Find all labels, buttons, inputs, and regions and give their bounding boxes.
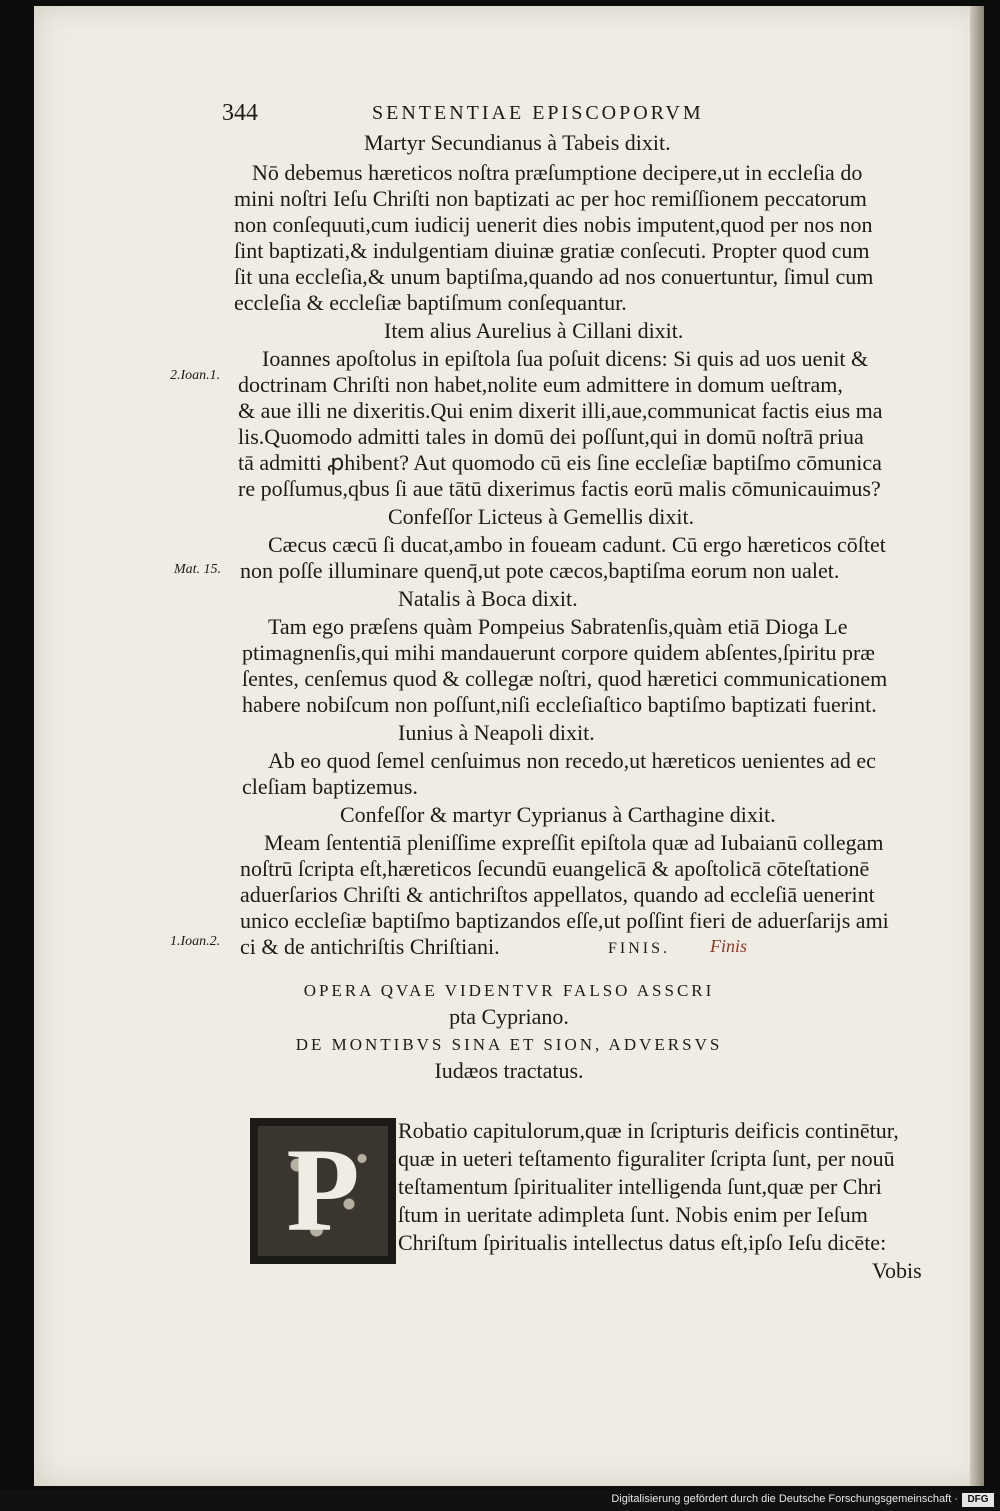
text-line: ptimagnenſis,qui mihi mandauerunt corpore quidem abſentes,ſpiritu præ bbox=[242, 640, 875, 665]
text-line: aduerſarios Chriſti & antichriſtos appellatos, quando ad eccleſiā uenerint bbox=[240, 882, 875, 907]
text-line: Meam ſententiā pleniſſime expreſſit epiſtola quæ ad Iubaianū collegam bbox=[264, 830, 884, 855]
section-heading-line2: pta Cypriano. bbox=[449, 1004, 569, 1029]
section-heading-line1: OPERA QVAE VIDENTVR FALSO ASSCRI bbox=[303, 981, 715, 1000]
text-line: non conſequuti,cum iudicij uenerit dies nobis imputent,quod per nos non bbox=[234, 212, 873, 237]
speaker-heading: Item alius Aurelius à Cillani dixit. bbox=[384, 318, 684, 343]
text-line: Ioannes apoſtolus in epiſtola ſua poſuit dicens: Si quis ad uos uenit & bbox=[262, 346, 869, 371]
speaker-heading: Martyr Secundianus à Tabeis dixit. bbox=[364, 130, 671, 155]
text-line: noſtrū ſcripta eſt,hæreticos ſecundū euangelicā & apoſtolicā cōteſtationē bbox=[240, 856, 870, 881]
text-line: eccleſia & eccleſiæ baptiſmum conſequantur. bbox=[234, 290, 627, 315]
funding-note: Digitalisierung gefördert durch die Deutsche Forschungsgemeinschaft · bbox=[611, 1493, 958, 1505]
text-line: lis.Quomodo admitti tales in domū dei poſſunt,qui in domū noſtrā priua bbox=[238, 424, 864, 449]
text-line: ſit una eccleſia,& unum baptiſma,quando ad nos conuertuntur, ſimul cum bbox=[234, 264, 874, 289]
treatise-heading-line1: DE MONTIBVS SINA ET SION, ADVERSVS bbox=[295, 1035, 723, 1054]
treatise-line: ſtum in ueritate adimpleta ſunt. Nobis enim per Ieſum bbox=[398, 1202, 868, 1227]
book-page bbox=[34, 6, 984, 1486]
treatise-line: Robatio capitulorum,quæ in ſcripturis deificis continētur, bbox=[398, 1118, 899, 1143]
margin-note: 1.Ioan.2. bbox=[170, 934, 221, 949]
speaker-heading: Confeſſor & martyr Cyprianus à Carthagine dixit. bbox=[340, 802, 776, 827]
footer-bar bbox=[0, 1490, 1000, 1511]
treatise-line: Chriſtum ſpiritualis intellectus datus eſt,ipſo Ieſu dicēte: bbox=[398, 1230, 887, 1255]
text-line: unico eccleſiæ baptiſmo baptizandos eſſe,ut poſſint fieri de aduerſarijs ami bbox=[240, 908, 889, 933]
text-line: habere nobiſcum non poſſunt,niſi eccleſiaſtico baptiſmo baptizati fuerint. bbox=[242, 692, 877, 717]
speaker-heading: Natalis à Boca dixit. bbox=[398, 586, 578, 611]
text-line: Tam ego præſens quàm Pompeius Sabratenſis,quàm etiā Dioga Le bbox=[268, 614, 848, 639]
dfg-logo: DFG bbox=[962, 1493, 994, 1507]
text-line: doctrinam Chriſti non habet,nolite eum admittere in domum ueſtram, bbox=[238, 372, 843, 397]
text-line: ſentes, cenſemus quod & collegæ noſtri, quod hæretici communicationem bbox=[242, 666, 888, 691]
page-number: 344 bbox=[222, 100, 258, 126]
text-line: Ab eo quod ſemel cenſuimus non recedo,ut hæreticos uenientes ad ec bbox=[268, 748, 876, 773]
text-line: re poſſumus,qbus ſi aue tātū dixerimus factis eorū malis cōmunicauimus? bbox=[238, 476, 881, 501]
text-line: ſint baptizati,& indulgentiam diuinæ gratiæ conſecuti. Propter quod cum bbox=[234, 238, 870, 263]
decorated-initial bbox=[250, 1118, 396, 1264]
catchword: Vobis bbox=[872, 1258, 922, 1283]
speaker-heading: Iunius à Neapoli dixit. bbox=[398, 720, 595, 745]
text-line: & aue illi ne dixeritis.Qui enim dixerit illi,aue,communicat factis eius ma bbox=[238, 398, 883, 423]
initial-letter: P bbox=[286, 1123, 360, 1256]
text-line: Cæcus cæcū ſi ducat,ambo in foueam cadunt. Cū ergo hæreticos cōſtet bbox=[268, 532, 886, 557]
text-line: ci & de antichriſtis Chriſtiani. bbox=[240, 934, 500, 959]
speaker-heading: Confeſſor Licteus à Gemellis dixit. bbox=[388, 504, 695, 529]
page-gutter bbox=[970, 6, 984, 1486]
running-title: SENTENTIAE EPISCOPORVM bbox=[372, 102, 704, 124]
finis-handwritten: Finis bbox=[710, 936, 748, 956]
text-line: mini noſtri Ieſu Chriſti non baptizati ac per hoc remiſſionem peccatorum bbox=[234, 186, 867, 211]
text-line: non poſſe illuminare quenq̄,ut pote cæcos,baptiſma eorum non ualet. bbox=[240, 558, 840, 583]
treatise-line: quæ in ueteri teſtamento figuraliter ſcripta ſunt, per nouū bbox=[398, 1146, 895, 1171]
treatise-heading-line2: Iudæos tractatus. bbox=[434, 1058, 584, 1083]
margin-note: 2.Ioan.1. bbox=[170, 368, 221, 383]
treatise-line: teſtamentum ſpiritualiter intelligenda ſunt,quæ per Chri bbox=[398, 1174, 882, 1199]
finis-label: FINIS. bbox=[608, 940, 671, 957]
text-line: tā admitti ꝓhibent? Aut quomodo cū eis ſine eccleſiæ baptiſmo cōmunica bbox=[238, 450, 882, 475]
margin-note: Mat. 15. bbox=[174, 562, 222, 577]
text-line: Nō debemus hæreticos noſtra præſumptione decipere,ut in eccleſia do bbox=[252, 160, 863, 185]
text-line: cleſiam baptizemus. bbox=[242, 774, 418, 799]
